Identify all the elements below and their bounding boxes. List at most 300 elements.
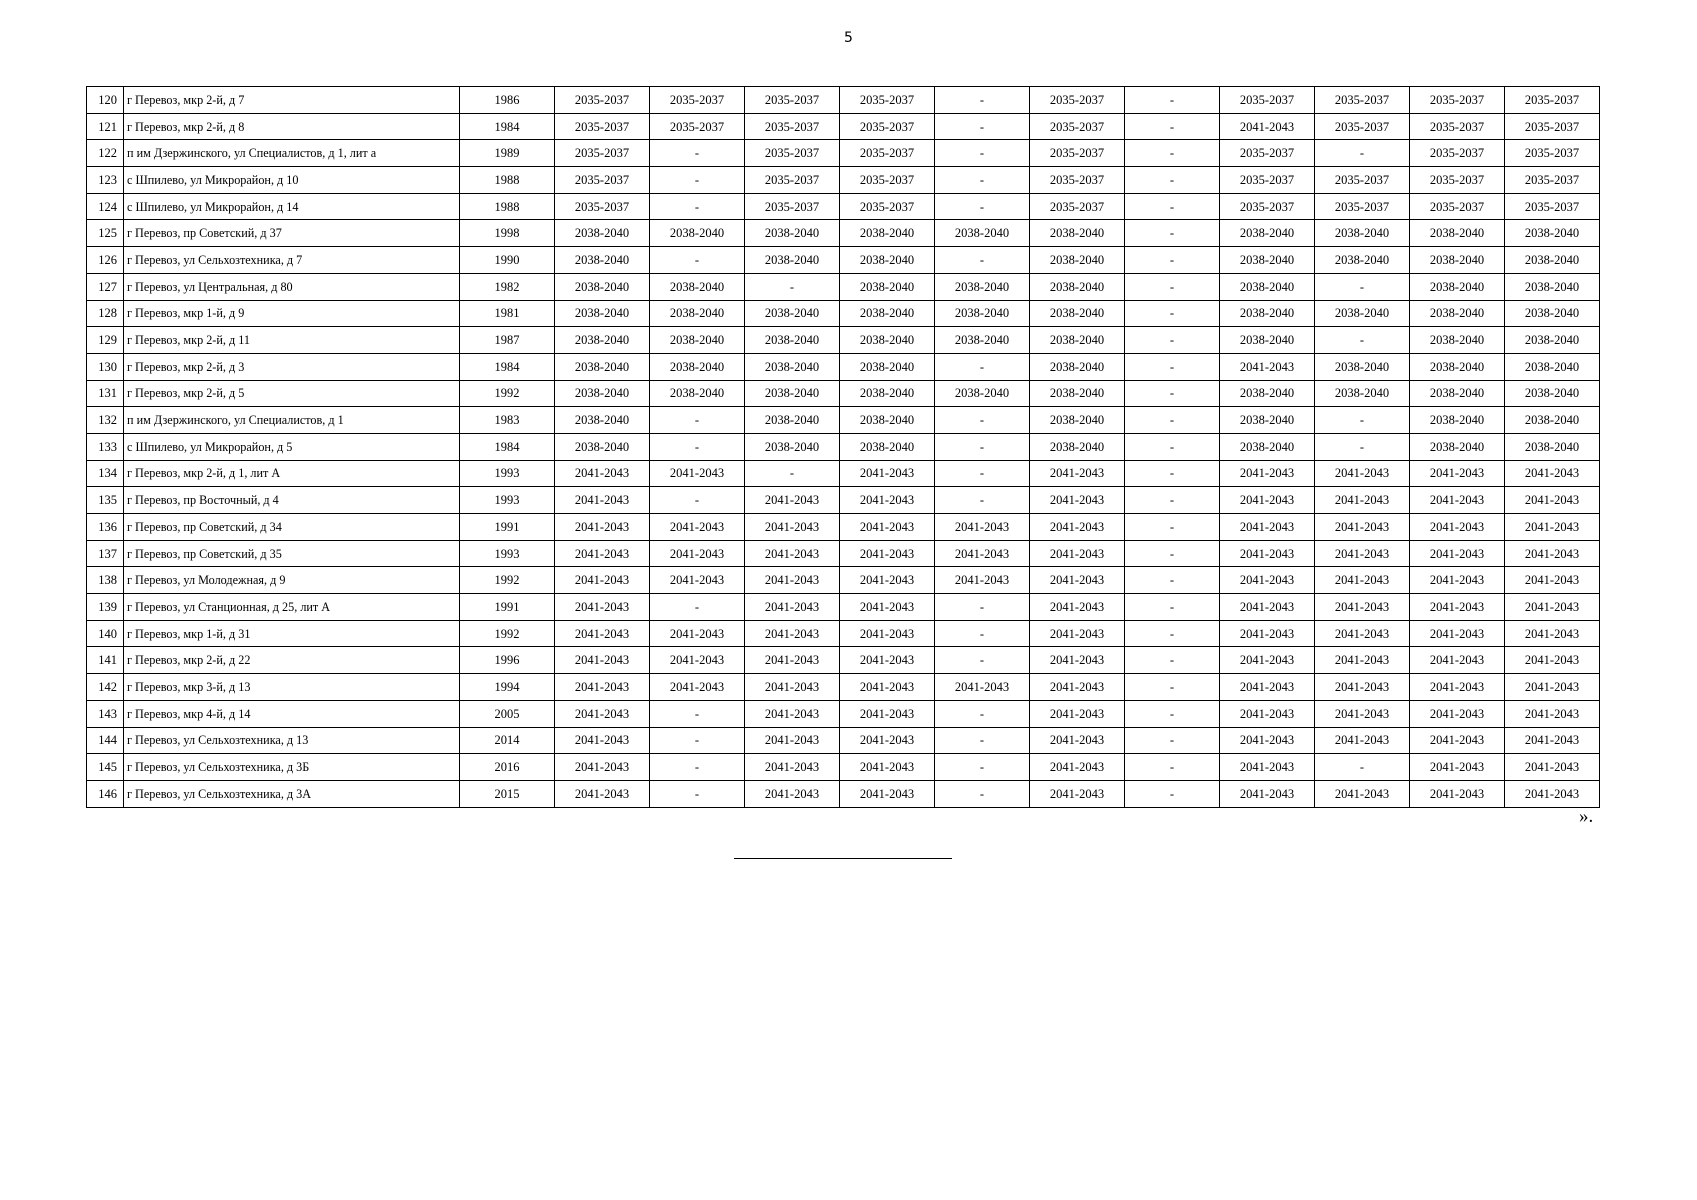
period-cell: -	[1125, 167, 1220, 194]
address-cell: г Перевоз, ул Центральная, д 80	[124, 273, 460, 300]
row-number-cell: 135	[87, 487, 124, 514]
period-cell: 2041-2043	[1030, 754, 1125, 781]
period-cell: 2041-2043	[1030, 567, 1125, 594]
period-cell: 2038-2040	[1505, 273, 1600, 300]
period-cell: 2038-2040	[1220, 300, 1315, 327]
period-cell: -	[1125, 567, 1220, 594]
period-cell: 2038-2040	[555, 327, 650, 354]
period-cell: 2038-2040	[1315, 247, 1410, 274]
period-cell: 2041-2043	[1315, 674, 1410, 701]
period-cell: 2035-2037	[840, 87, 935, 114]
year-cell: 2016	[460, 754, 555, 781]
period-cell: 2038-2040	[1410, 433, 1505, 460]
table-row	[87, 167, 1600, 194]
year-cell: 1983	[460, 407, 555, 434]
period-cell: 2041-2043	[1505, 514, 1600, 541]
period-cell: 2041-2043	[1220, 540, 1315, 567]
table-row	[87, 674, 1600, 701]
address-cell: г Перевоз, пр Советский, д 35	[124, 540, 460, 567]
period-cell: -	[1125, 300, 1220, 327]
period-cell: 2041-2043	[745, 620, 840, 647]
period-cell: 2038-2040	[935, 380, 1030, 407]
year-cell: 1981	[460, 300, 555, 327]
period-cell: 2041-2043	[1505, 647, 1600, 674]
year-cell: 1996	[460, 647, 555, 674]
page-number: 5	[844, 30, 853, 46]
period-cell: -	[1125, 540, 1220, 567]
period-cell: -	[650, 167, 745, 194]
period-cell: 2038-2040	[1030, 433, 1125, 460]
period-cell: -	[1125, 433, 1220, 460]
address-cell: п им Дзержинского, ул Специалистов, д 1, лит а	[124, 140, 460, 167]
period-cell: -	[650, 247, 745, 274]
row-number-cell: 125	[87, 220, 124, 247]
period-cell: 2035-2037	[1030, 193, 1125, 220]
period-cell: 2041-2043	[1220, 594, 1315, 621]
period-cell: -	[1125, 113, 1220, 140]
period-cell: 2041-2043	[1030, 514, 1125, 541]
period-cell: 2035-2037	[840, 140, 935, 167]
table-row	[87, 353, 1600, 380]
period-cell: 2041-2043	[1410, 620, 1505, 647]
address-cell: г Перевоз, мкр 1-й, д 9	[124, 300, 460, 327]
period-cell: 2038-2040	[840, 247, 935, 274]
period-cell: 2035-2037	[1315, 193, 1410, 220]
period-cell: 2041-2043	[840, 514, 935, 541]
address-cell: г Перевоз, ул Станционная, д 25, лит А	[124, 594, 460, 621]
period-cell: -	[1125, 327, 1220, 354]
period-cell: -	[935, 407, 1030, 434]
period-cell: 2038-2040	[745, 327, 840, 354]
period-cell: 2041-2043	[1220, 674, 1315, 701]
period-cell: 2041-2043	[1030, 780, 1125, 807]
period-cell: 2041-2043	[745, 780, 840, 807]
period-cell: 2041-2043	[1410, 647, 1505, 674]
period-cell: -	[1125, 353, 1220, 380]
year-cell: 2015	[460, 780, 555, 807]
table-body	[87, 87, 1600, 808]
year-cell: 1991	[460, 594, 555, 621]
period-cell: -	[1125, 647, 1220, 674]
period-cell: 2035-2037	[745, 167, 840, 194]
period-cell: 2041-2043	[1030, 700, 1125, 727]
period-cell: 2041-2043	[840, 754, 935, 781]
address-cell: г Перевоз, мкр 3-й, д 13	[124, 674, 460, 701]
year-cell: 1986	[460, 87, 555, 114]
period-cell: 2041-2043	[840, 727, 935, 754]
period-cell: -	[935, 780, 1030, 807]
period-cell: -	[650, 433, 745, 460]
period-cell: 2035-2037	[1505, 167, 1600, 194]
period-cell: 2035-2037	[1410, 87, 1505, 114]
period-cell: 2041-2043	[935, 674, 1030, 701]
year-cell: 1992	[460, 380, 555, 407]
period-cell: 2038-2040	[1315, 380, 1410, 407]
year-cell: 1994	[460, 674, 555, 701]
period-cell: 2041-2043	[1410, 674, 1505, 701]
period-cell: 2035-2037	[745, 193, 840, 220]
period-cell: 2041-2043	[1220, 514, 1315, 541]
address-cell: г Перевоз, мкр 1-й, д 31	[124, 620, 460, 647]
period-cell: -	[1125, 220, 1220, 247]
table-row	[87, 380, 1600, 407]
row-number-cell: 126	[87, 247, 124, 274]
period-cell: 2035-2037	[1030, 113, 1125, 140]
period-cell: 2041-2043	[745, 674, 840, 701]
period-cell: 2035-2037	[1030, 167, 1125, 194]
period-cell: 2035-2037	[745, 87, 840, 114]
period-cell: -	[1125, 247, 1220, 274]
period-cell: 2041-2043	[650, 647, 745, 674]
period-cell: 2041-2043	[1220, 780, 1315, 807]
period-cell: 2041-2043	[1315, 594, 1410, 621]
period-cell: 2041-2043	[840, 487, 935, 514]
period-cell: -	[1315, 754, 1410, 781]
period-cell: 2035-2037	[1315, 167, 1410, 194]
period-cell: 2041-2043	[840, 540, 935, 567]
row-number-cell: 132	[87, 407, 124, 434]
period-cell: 2038-2040	[555, 300, 650, 327]
address-cell: г Перевоз, ул Сельхозтехника, д 13	[124, 727, 460, 754]
period-cell: 2041-2043	[1315, 727, 1410, 754]
row-number-cell: 144	[87, 727, 124, 754]
period-cell: -	[650, 754, 745, 781]
address-cell: г Перевоз, мкр 2-й, д 1, лит А	[124, 460, 460, 487]
period-cell: -	[1125, 460, 1220, 487]
period-cell: 2041-2043	[1505, 780, 1600, 807]
period-cell: 2041-2043	[555, 540, 650, 567]
table-row	[87, 220, 1600, 247]
period-cell: 2041-2043	[555, 514, 650, 541]
row-number-cell: 137	[87, 540, 124, 567]
period-cell: 2041-2043	[1315, 620, 1410, 647]
period-cell: 2041-2043	[1410, 487, 1505, 514]
period-cell: 2041-2043	[840, 567, 935, 594]
table-row	[87, 514, 1600, 541]
period-cell: 2041-2043	[840, 594, 935, 621]
period-cell: -	[1125, 594, 1220, 621]
table-row	[87, 87, 1600, 114]
year-cell: 1998	[460, 220, 555, 247]
period-cell: 2038-2040	[1220, 273, 1315, 300]
address-cell: г Перевоз, мкр 2-й, д 8	[124, 113, 460, 140]
period-cell: 2038-2040	[555, 247, 650, 274]
row-number-cell: 133	[87, 433, 124, 460]
row-number-cell: 124	[87, 193, 124, 220]
period-cell: 2041-2043	[1505, 727, 1600, 754]
address-cell: с Шпилево, ул Микрорайон, д 5	[124, 433, 460, 460]
table-row	[87, 620, 1600, 647]
schedule-table-container	[86, 86, 1594, 808]
period-cell: 2041-2043	[1030, 487, 1125, 514]
period-cell: 2041-2043	[650, 567, 745, 594]
period-cell: 2035-2037	[1315, 113, 1410, 140]
period-cell: 2035-2037	[840, 193, 935, 220]
period-cell: 2035-2037	[1505, 140, 1600, 167]
period-cell: -	[650, 780, 745, 807]
period-cell: 2035-2037	[1505, 193, 1600, 220]
period-cell: -	[935, 460, 1030, 487]
period-cell: 2038-2040	[745, 300, 840, 327]
year-cell: 1993	[460, 460, 555, 487]
period-cell: 2041-2043	[1220, 700, 1315, 727]
period-cell: -	[935, 727, 1030, 754]
period-cell: 2038-2040	[1030, 300, 1125, 327]
period-cell: -	[935, 247, 1030, 274]
table-row	[87, 113, 1600, 140]
period-cell: 2041-2043	[745, 540, 840, 567]
period-cell: 2035-2037	[1410, 113, 1505, 140]
period-cell: 2038-2040	[555, 380, 650, 407]
year-cell: 1988	[460, 167, 555, 194]
period-cell: -	[1315, 273, 1410, 300]
table-row	[87, 273, 1600, 300]
period-cell: 2035-2037	[1030, 87, 1125, 114]
period-cell: 2038-2040	[1410, 300, 1505, 327]
period-cell: 2038-2040	[1030, 220, 1125, 247]
row-number-cell: 128	[87, 300, 124, 327]
table-row	[87, 327, 1600, 354]
period-cell: 2041-2043	[840, 460, 935, 487]
year-cell: 1984	[460, 113, 555, 140]
year-cell: 1992	[460, 620, 555, 647]
period-cell: -	[650, 407, 745, 434]
period-cell: -	[1125, 407, 1220, 434]
period-cell: -	[650, 487, 745, 514]
period-cell: 2038-2040	[650, 220, 745, 247]
period-cell: 2041-2043	[935, 514, 1030, 541]
period-cell: 2038-2040	[1505, 353, 1600, 380]
period-cell: 2041-2043	[935, 540, 1030, 567]
period-cell: 2041-2043	[1410, 567, 1505, 594]
period-cell: 2038-2040	[1220, 220, 1315, 247]
period-cell: -	[1125, 674, 1220, 701]
period-cell: 2041-2043	[1505, 674, 1600, 701]
address-cell: с Шпилево, ул Микрорайон, д 10	[124, 167, 460, 194]
period-cell: -	[1125, 87, 1220, 114]
period-cell: 2038-2040	[1410, 407, 1505, 434]
period-cell: 2041-2043	[745, 727, 840, 754]
period-cell: 2041-2043	[745, 754, 840, 781]
period-cell: 2041-2043	[650, 514, 745, 541]
period-cell: 2038-2040	[555, 407, 650, 434]
period-cell: 2038-2040	[650, 300, 745, 327]
period-cell: -	[1125, 193, 1220, 220]
period-cell: 2035-2037	[840, 167, 935, 194]
period-cell: 2041-2043	[745, 487, 840, 514]
period-cell: -	[745, 460, 840, 487]
row-number-cell: 136	[87, 514, 124, 541]
period-cell: 2041-2043	[650, 460, 745, 487]
period-cell: 2041-2043	[745, 567, 840, 594]
year-cell: 1987	[460, 327, 555, 354]
period-cell: -	[650, 193, 745, 220]
period-cell: 2035-2037	[650, 87, 745, 114]
period-cell: 2038-2040	[1410, 247, 1505, 274]
period-cell: 2041-2043	[1410, 594, 1505, 621]
period-cell: 2041-2043	[1220, 487, 1315, 514]
period-cell: 2038-2040	[1505, 247, 1600, 274]
period-cell: 2035-2037	[1505, 87, 1600, 114]
table-row	[87, 407, 1600, 434]
row-number-cell: 142	[87, 674, 124, 701]
year-cell: 1984	[460, 353, 555, 380]
period-cell: 2041-2043	[555, 780, 650, 807]
address-cell: п им Дзержинского, ул Специалистов, д 1	[124, 407, 460, 434]
period-cell: 2038-2040	[1315, 353, 1410, 380]
table-row	[87, 247, 1600, 274]
period-cell: 2035-2037	[1410, 140, 1505, 167]
period-cell: -	[935, 87, 1030, 114]
period-cell: 2041-2043	[1220, 113, 1315, 140]
period-cell: 2038-2040	[1030, 353, 1125, 380]
period-cell: 2041-2043	[1505, 620, 1600, 647]
period-cell: 2041-2043	[935, 567, 1030, 594]
period-cell: 2041-2043	[1315, 567, 1410, 594]
address-cell: с Шпилево, ул Микрорайон, д 14	[124, 193, 460, 220]
period-cell: -	[1125, 754, 1220, 781]
period-cell: 2038-2040	[1410, 220, 1505, 247]
period-cell: 2041-2043	[555, 567, 650, 594]
period-cell: 2038-2040	[555, 220, 650, 247]
period-cell: 2041-2043	[1410, 754, 1505, 781]
period-cell: 2038-2040	[555, 433, 650, 460]
period-cell: 2038-2040	[1220, 327, 1315, 354]
period-cell: 2035-2037	[1410, 193, 1505, 220]
period-cell: -	[935, 353, 1030, 380]
period-cell: 2035-2037	[555, 167, 650, 194]
period-cell: -	[650, 700, 745, 727]
period-cell: 2041-2043	[1030, 674, 1125, 701]
period-cell: 2041-2043	[745, 514, 840, 541]
period-cell: 2038-2040	[840, 220, 935, 247]
period-cell: -	[745, 273, 840, 300]
row-number-cell: 138	[87, 567, 124, 594]
period-cell: 2041-2043	[1030, 540, 1125, 567]
row-number-cell: 143	[87, 700, 124, 727]
period-cell: 2038-2040	[840, 273, 935, 300]
period-cell: 2041-2043	[745, 594, 840, 621]
period-cell: 2041-2043	[840, 700, 935, 727]
period-cell: 2041-2043	[555, 620, 650, 647]
period-cell: 2035-2037	[840, 113, 935, 140]
table-row	[87, 140, 1600, 167]
period-cell: -	[1125, 727, 1220, 754]
period-cell: -	[1125, 380, 1220, 407]
table-row	[87, 487, 1600, 514]
period-cell: 2041-2043	[1220, 353, 1315, 380]
row-number-cell: 130	[87, 353, 124, 380]
table-row	[87, 754, 1600, 781]
period-cell: 2035-2037	[555, 113, 650, 140]
period-cell: 2035-2037	[555, 193, 650, 220]
period-cell: -	[650, 140, 745, 167]
period-cell: 2038-2040	[1410, 380, 1505, 407]
period-cell: 2038-2040	[1030, 247, 1125, 274]
period-cell: 2038-2040	[1410, 327, 1505, 354]
period-cell: 2038-2040	[1220, 380, 1315, 407]
period-cell: -	[935, 647, 1030, 674]
period-cell: 2041-2043	[840, 780, 935, 807]
period-cell: 2038-2040	[745, 353, 840, 380]
period-cell: 2038-2040	[745, 380, 840, 407]
period-cell: -	[935, 167, 1030, 194]
row-number-cell: 123	[87, 167, 124, 194]
year-cell: 1989	[460, 140, 555, 167]
period-cell: 2041-2043	[745, 700, 840, 727]
period-cell: 2035-2037	[1220, 167, 1315, 194]
table-row	[87, 193, 1600, 220]
period-cell: 2038-2040	[1315, 220, 1410, 247]
period-cell: 2041-2043	[840, 620, 935, 647]
period-cell: 2038-2040	[1315, 300, 1410, 327]
period-cell: 2038-2040	[650, 353, 745, 380]
address-cell: г Перевоз, мкр 2-й, д 7	[124, 87, 460, 114]
address-cell: г Перевоз, пр Восточный, д 4	[124, 487, 460, 514]
period-cell: 2041-2043	[1410, 727, 1505, 754]
period-cell: 2041-2043	[1220, 647, 1315, 674]
period-cell: 2035-2037	[1030, 140, 1125, 167]
period-cell: -	[1125, 273, 1220, 300]
period-cell: 2041-2043	[745, 647, 840, 674]
period-cell: -	[935, 193, 1030, 220]
period-cell: -	[935, 620, 1030, 647]
table-row	[87, 727, 1600, 754]
period-cell: 2041-2043	[1030, 594, 1125, 621]
period-cell: 2035-2037	[555, 140, 650, 167]
year-cell: 1991	[460, 514, 555, 541]
period-cell: 2041-2043	[555, 487, 650, 514]
period-cell: -	[1125, 700, 1220, 727]
period-cell: 2038-2040	[935, 220, 1030, 247]
period-cell: 2035-2037	[745, 140, 840, 167]
period-cell: 2038-2040	[1505, 220, 1600, 247]
table-row	[87, 300, 1600, 327]
period-cell: 2038-2040	[935, 327, 1030, 354]
row-number-cell: 131	[87, 380, 124, 407]
period-cell: 2038-2040	[650, 380, 745, 407]
period-cell: 2041-2043	[1410, 460, 1505, 487]
period-cell: 2038-2040	[1505, 300, 1600, 327]
year-cell: 1992	[460, 567, 555, 594]
period-cell: -	[650, 594, 745, 621]
period-cell: 2035-2037	[555, 87, 650, 114]
footer-separator-line	[734, 858, 952, 859]
period-cell: 2035-2037	[1220, 193, 1315, 220]
period-cell: 2041-2043	[555, 647, 650, 674]
period-cell: 2041-2043	[1315, 647, 1410, 674]
period-cell: 2041-2043	[1220, 567, 1315, 594]
period-cell: -	[1125, 780, 1220, 807]
row-number-cell: 122	[87, 140, 124, 167]
period-cell: 2038-2040	[935, 273, 1030, 300]
period-cell: 2038-2040	[745, 433, 840, 460]
period-cell: 2041-2043	[1315, 487, 1410, 514]
table-row	[87, 433, 1600, 460]
period-cell: 2041-2043	[1410, 540, 1505, 567]
period-cell: 2035-2037	[1220, 140, 1315, 167]
address-cell: г Перевоз, пр Советский, д 37	[124, 220, 460, 247]
period-cell: 2035-2037	[745, 113, 840, 140]
period-cell: 2041-2043	[650, 674, 745, 701]
year-cell: 1993	[460, 487, 555, 514]
period-cell: 2038-2040	[1220, 407, 1315, 434]
period-cell: 2041-2043	[1410, 780, 1505, 807]
table-row	[87, 567, 1600, 594]
period-cell: -	[935, 700, 1030, 727]
year-cell: 1988	[460, 193, 555, 220]
period-cell: 2038-2040	[1505, 407, 1600, 434]
